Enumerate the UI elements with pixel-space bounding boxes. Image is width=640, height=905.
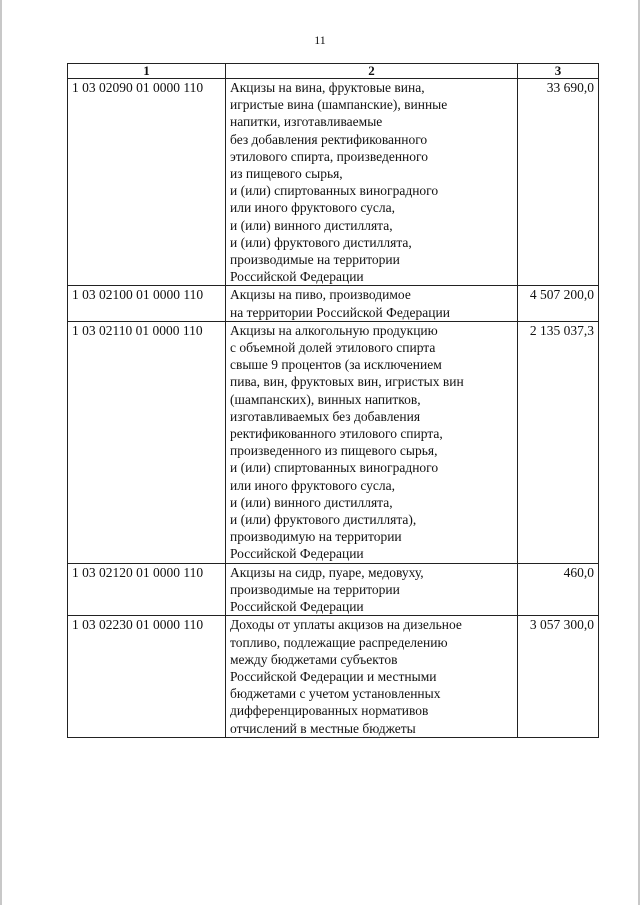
table-row: [68, 616, 599, 737]
column-header-code: 1: [68, 64, 226, 79]
amount-cell: 460,0: [518, 563, 599, 616]
description-line: бюджетами с учетом установленных: [230, 686, 441, 702]
description-line: игристые вина (шампанские), винные: [230, 97, 448, 113]
description-line: Акцизы на алкогольную продукцию: [230, 322, 438, 338]
description-line: или иного фруктового сусла,: [230, 200, 396, 216]
description-line: Российской Федерации: [230, 269, 364, 285]
description-line: на территории Российской Федерации: [230, 304, 450, 320]
description-cell: [226, 321, 518, 563]
description-line: и (или) спиртованных виноградного: [230, 460, 439, 476]
column-header-description: 2: [226, 64, 518, 79]
description-line: произведенного из пищевого сырья,: [230, 443, 438, 459]
page-number: 11: [314, 33, 326, 47]
amount-cell: 3 057 300,0: [518, 616, 599, 737]
description-line: Акцизы на сидр, пуаре, медовуху,: [230, 564, 424, 580]
description-line: (шампанских), винных напитков,: [230, 391, 421, 407]
description-line: без добавления ректификованного: [230, 131, 428, 147]
revenue-table: [67, 63, 599, 738]
amount-cell: 4 507 200,0: [518, 286, 599, 321]
description-line: Акцизы на пиво, производимое: [230, 287, 411, 303]
description-line: Акцизы на вина, фруктовые вина,: [230, 80, 425, 95]
description-line: ректификованного этилового спирта,: [230, 426, 443, 442]
budget-code-cell: 1 03 02110 01 0000 110: [68, 321, 226, 563]
description-line: и (или) фруктового дистиллята,: [230, 234, 412, 250]
description-line: отчислений в местные бюджеты: [230, 720, 416, 736]
description-cell: [226, 286, 518, 321]
table-row: [68, 563, 599, 616]
description-line: и (или) фруктового дистиллята),: [230, 512, 417, 528]
description-line: свыше 9 процентов (за исключением: [230, 357, 442, 373]
table-row: [68, 286, 599, 321]
table-body: [68, 79, 599, 738]
description-line: из пищевого сырья,: [230, 166, 343, 182]
budget-code-cell: 1 03 02120 01 0000 110: [68, 563, 226, 616]
amount-cell: 33 690,0: [518, 79, 599, 286]
description-line: изготавливаемых без добавления: [230, 408, 421, 424]
column-header-amount: 3: [518, 64, 599, 79]
budget-code-cell: 1 03 02090 01 0000 110: [68, 79, 226, 286]
description-line: и (или) винного дистиллята,: [230, 217, 393, 233]
description-line: этилового спирта, произведенного: [230, 148, 428, 164]
table-row: [68, 321, 599, 563]
scan-edge-left: [0, 0, 2, 905]
description-line: производимые на территории: [230, 581, 400, 597]
description-line: Российской Федерации и местными: [230, 668, 437, 684]
description-line: напитки, изготавливаемые: [230, 114, 383, 130]
amount-cell: 2 135 037,3: [518, 321, 599, 563]
description-line: Доходы от уплаты акцизов на дизельное: [230, 617, 462, 633]
description-line: и (или) винного дистиллята,: [230, 494, 393, 510]
description-line: производимые на территории: [230, 252, 400, 268]
table-row: [68, 79, 599, 286]
description-line: топливо, подлежащие распределению: [230, 634, 448, 650]
description-cell: [226, 563, 518, 616]
description-line: с объемной долей этилового спирта: [230, 340, 436, 356]
description-line: Российской Федерации: [230, 599, 364, 615]
budget-code-cell: 1 03 02230 01 0000 110: [68, 616, 226, 737]
description-line: и (или) спиртованных виноградного: [230, 183, 439, 199]
description-line: производимую на территории: [230, 529, 402, 545]
description-line: пива, вин, фруктовых вин, игристых вин: [230, 374, 464, 390]
description-cell: [226, 79, 518, 286]
description-cell: [226, 616, 518, 737]
description-line: или иного фруктового сусла,: [230, 477, 396, 493]
budget-code-cell: 1 03 02100 01 0000 110: [68, 286, 226, 321]
table-header-row: [68, 64, 599, 79]
description-line: между бюджетами субъектов: [230, 651, 398, 667]
description-line: Российской Федерации: [230, 546, 364, 562]
description-line: дифференцированных нормативов: [230, 703, 429, 719]
